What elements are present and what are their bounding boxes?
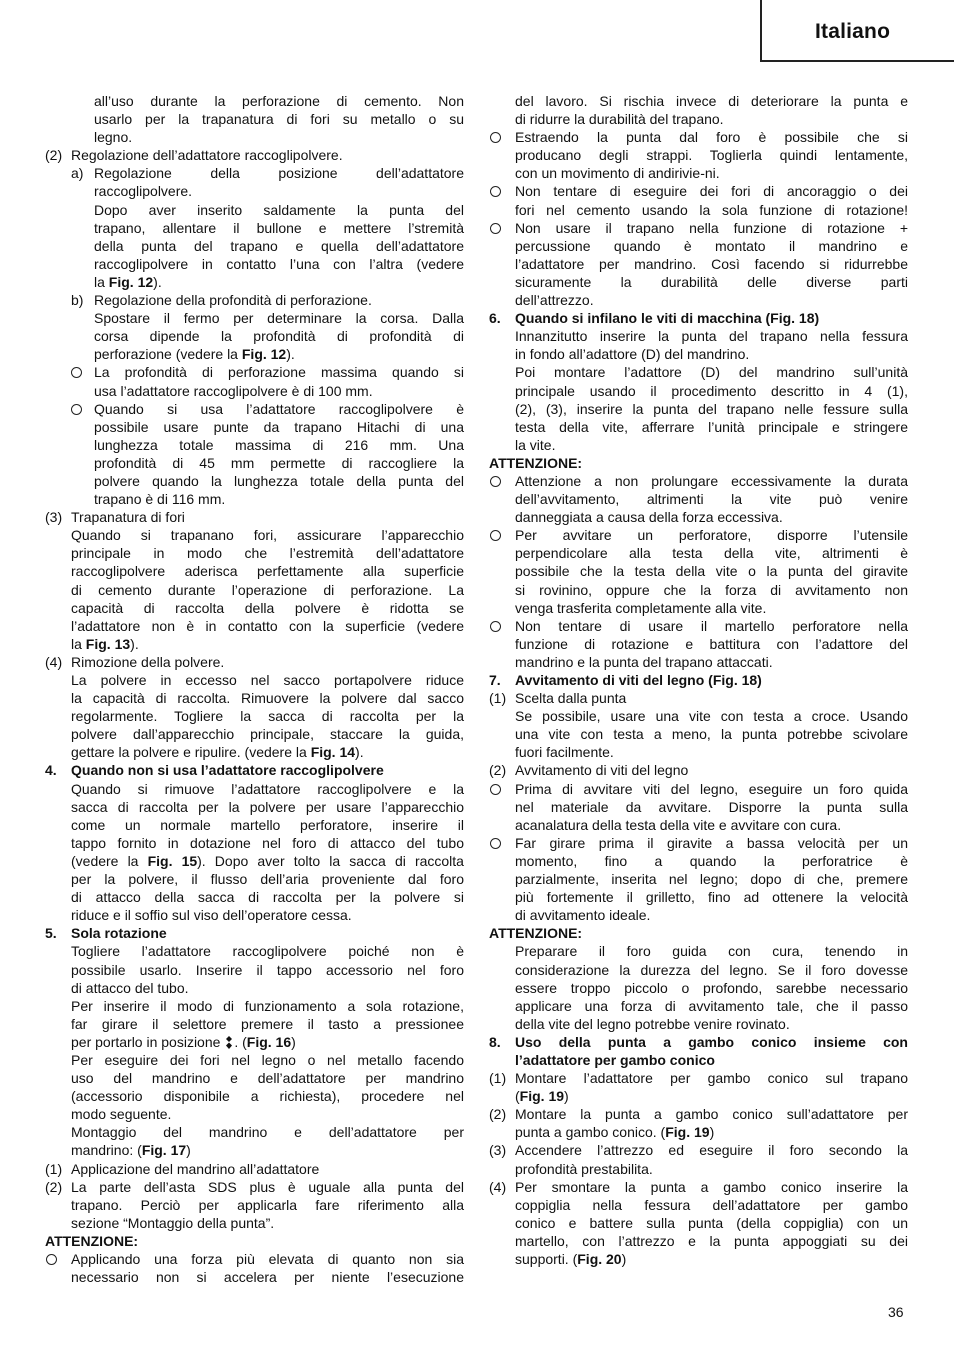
heading-5: 5. Sola rotazione Togliere l’adattatore raccoglipolvere poiché non è possibile usarlo. Inserire il tappo accessorio nel foro di attacco del tubo. Per inserire il modo di funzionamento a sola rotazione, far girare il selettore premere il tasto a pressionee per portarlo in posizione . (Fig. 16) Per eseguire dei fori nel legno o nel metallo facendo uso del mandrino e dell’adattatore per mandrino (accessorio disponibile a richiesta), procedere nel modo seguente. Montaggio del mandrino e dell’adattatore per mandrino: (Fig. 17) xyxy=(45,925,464,1159)
note-anchor-holes: Non tentare di eseguire dei fori di ancoraggio o dei fori nel cemento usando la sola funzione di rotazione! xyxy=(489,182,908,218)
section-4: (4) Rimozione della polvere. La polvere in eccesso nel sacco portapolvere riduce la capacità di raccolta. Rimuovere la polvere dal sacco regolarmente. Togliere la sacca di raccolta per la polvere dall’apparecchio principale, staccare la guida, gettare la polvere e ripulire. (vedere la Fig. 14). xyxy=(45,653,464,761)
paragraph: all’uso durante la perforazione di cemento. Non usarlo per la trapanatura di fori su metallo o su legno. xyxy=(94,93,464,146)
circle-bullet-icon xyxy=(46,1254,57,1265)
section-2: (2) Regolazione dell’adattatore raccoglipolvere. xyxy=(45,147,343,164)
heading-8: 8. Uso della punta a gambo conico insieme con l’adattatore per gambo conico xyxy=(489,1033,908,1068)
language-label: Italiano xyxy=(815,20,891,43)
section-2b: b) Regolazione della profondità di perforazione. Spostare il fermo per determinare la corsa. Dalla corsa dipende la profondità di profondità di perforazione (vedere la Fig. 12). xyxy=(71,292,464,363)
step-8-2: (2) Montare la punta a gambo conico sull’adattatore per punta a gambo conico. (Fig. 19) xyxy=(489,1106,908,1141)
heading-6: 6. Quando si infilano le viti di macchina (Fig. 18) Innanzitutto inserire la punta del trapano nella fessura in fondo all’adattore (D) del mandrino. Poi montare l’adattore (D) del mandrino sull’unità principale usando il procedimento descritto in 4 (1), (2), (3), inserire la punta del trapano nelle fessure sulla testa della vite, afferrare l’unità principale e stringere la vite. xyxy=(489,310,908,453)
step-5-2: (2) La parte dell’asta SDS plus è uguale alla punta del trapano. Perciò per applicarla fare riferimento alla sezione “Montaggio della punta”. xyxy=(45,1178,464,1231)
circle-bullet-icon xyxy=(490,530,501,541)
language-tab xyxy=(760,0,954,62)
step-7-2: (2) Avvitamento di viti del legno xyxy=(489,762,689,779)
note-bit-length: Quando si usa l’adattatore raccoglipolvere è possibile usare punte da trapano Hitachi di una lunghezza totale massima di 216 mm. Una profondità di 45 mm permette di raccogliere la polvere quando la lunghezza totale della punta del trapano è di 116 mm. xyxy=(45,400,464,509)
circle-bullet-icon xyxy=(490,838,501,849)
circle-bullet-icon xyxy=(490,132,501,143)
section-3: (3) Trapanatura di fori Quando si trapanano fori, assicurare l’apparecchio principale in modo che l’estremità dell’adattatore raccoglipolvere aderisca perfettamente alla superficie di cemento durante l’operazione di perforazione. La capacità di raccolta della polvere è ridotta se l’adattatore non è in contatto con la superficie (vedere la Fig. 13). xyxy=(45,509,464,652)
step-7-1: (1) Scelta dalla punta Se possibile, usare una vite con testa a croce. Usando una vite con testa a meno, la punta potrebbe scivolare fuori facilmente. xyxy=(489,690,908,761)
drill-bit-rotation-icon xyxy=(225,1036,233,1049)
circle-bullet-icon xyxy=(71,404,82,415)
step-5-1: (1) Applicazione del mandrino all’adattatore xyxy=(45,1160,320,1177)
circle-bullet-icon xyxy=(490,621,501,632)
note-low-speed: Far girare prima il giravite a bassa velocità per un momento, fino a quando la perforatrice è parzialmente, inserita nel legno; dopo di che, premere più fortemente il grilletto, fino ad ottenere la velocità di avvitamento ideale. xyxy=(489,834,908,924)
circle-bullet-icon xyxy=(490,223,501,234)
paragraph: del lavoro. Si rischia invece di deteriorare la punta e di ridurre la durabilità del trapano. xyxy=(515,93,908,128)
note-max-depth: La profondità di perforazione massima quando si usa l’adattatore raccoglipolvere è di 100 mm. xyxy=(45,363,464,399)
circle-bullet-icon xyxy=(490,186,501,197)
heading-4: 4. Quando non si usa l’adattatore raccoglipolvere Quando si rimuove l’adattatore raccoglipolvere e la sacca di raccolta per la polvere per usare l’apparecchio come un normale martello perforatore, inserire il tappo fornito in dotazione nel foro di attacco del tubo (vedere la Fig. 15). Dopo aver tolto la sacca di raccolta per la polvere, il flusso dell’aria proveniente dal foro di attacco della sacca di raccolta per la polvere si riduce e il soffio sul viso dell’operatore cessa. xyxy=(45,762,464,924)
warning-note: Attenzione a non prolungare eccessivamente la durata dell’avvitamento, altrimenti la vite può venire danneggiata a causa della forza eccessiva. xyxy=(489,472,908,526)
circle-bullet-icon xyxy=(490,476,501,487)
page-number: 36 xyxy=(888,1304,904,1320)
warning-heading: ATTENZIONE: xyxy=(45,1232,139,1249)
circle-bullet-icon xyxy=(71,367,82,378)
warning-note: Applicando una forza più elevata di quanto non sia necessario non si accelera per niente l’esecuzione xyxy=(45,1250,464,1286)
note-pilot-hole: Prima di avvitare viti del legno, eseguire un foro quida nel materiale da avvitare. Disporre la punta sulla acanalatura della testa della vite e avvitare con cura. xyxy=(489,780,908,834)
section-2a: a) Regolazione della posizione dell’adattatore raccoglipolvere. Dopo aver inserito saldamente la punta del trapano, allentare il bullone e mettere l’stremità della punta del trapano e quella dell’adattatore raccoglipolvere in contatto l’una con l’altra (vedere la Fig. 12). xyxy=(71,165,464,290)
heading-7: 7. Avvitamento di viti del legno (Fig. 18) xyxy=(489,672,762,688)
circle-bullet-icon xyxy=(490,784,501,795)
warning-note: Non tentare di usare il martello perforatore nella funzione di rotazione e battitura con l’adattore del mandrino e la punta del trapano attaccati. xyxy=(489,617,908,671)
right-column xyxy=(489,92,908,1268)
warning-heading: ATTENZIONE: xyxy=(489,454,583,471)
step-8-3: (3) Accendere l’attrezzo ed eseguire il foro secondo la profondità prestabilita. xyxy=(489,1142,908,1177)
note-rotation-percussion: Non usare il trapano nella funzione di rotazione + percussione quando è montato il mandrino e l’adattatore per mandrino. Così facendo si ridurrebbe sicuramente la durabilità delle diverse parti dell’attrezzo. xyxy=(489,219,908,309)
step-8-1: (1) Montare l’adattatore per gambo conico sul trapano (Fig. 19) xyxy=(489,1070,908,1105)
left-column xyxy=(45,92,464,1286)
note-extraction: Estraendo la punta dal foro è possibile che si producano degli strappi. Toglierla quindi lentamente, con un movimento di andirivie-ni. xyxy=(489,128,908,182)
warning-heading: ATTENZIONE: xyxy=(489,925,583,942)
warning-note: Per avvitare un perforatore, disporre l’utensile perpendicolare alla testa della vite, altrimenti è possibile che la testa della vite o la punta del giravite si rovinino, oppure che la forza di avvitamento non venga trasferita completamente alla vite. xyxy=(489,526,908,616)
warning-body: Preparare il foro guida con cura, tenendo in considerazione la durezza del legno. Se il foro dovesse essere troppo piccolo o profondo, sarebbe necessario applicare una forza di avvitamento tale, che il passo della vite del legno potrebbe venire rovinato. xyxy=(515,943,908,1032)
step-8-4: (4) Per smontare la punta a gambo conico inserire la coppiglia nella fessura dell’adattatore per gambo conico e battere sulla punta (della coppiglia) con un martello, con l’attrezzo e la punta appoggiati su dei supporti. (Fig. 20) xyxy=(489,1178,908,1267)
